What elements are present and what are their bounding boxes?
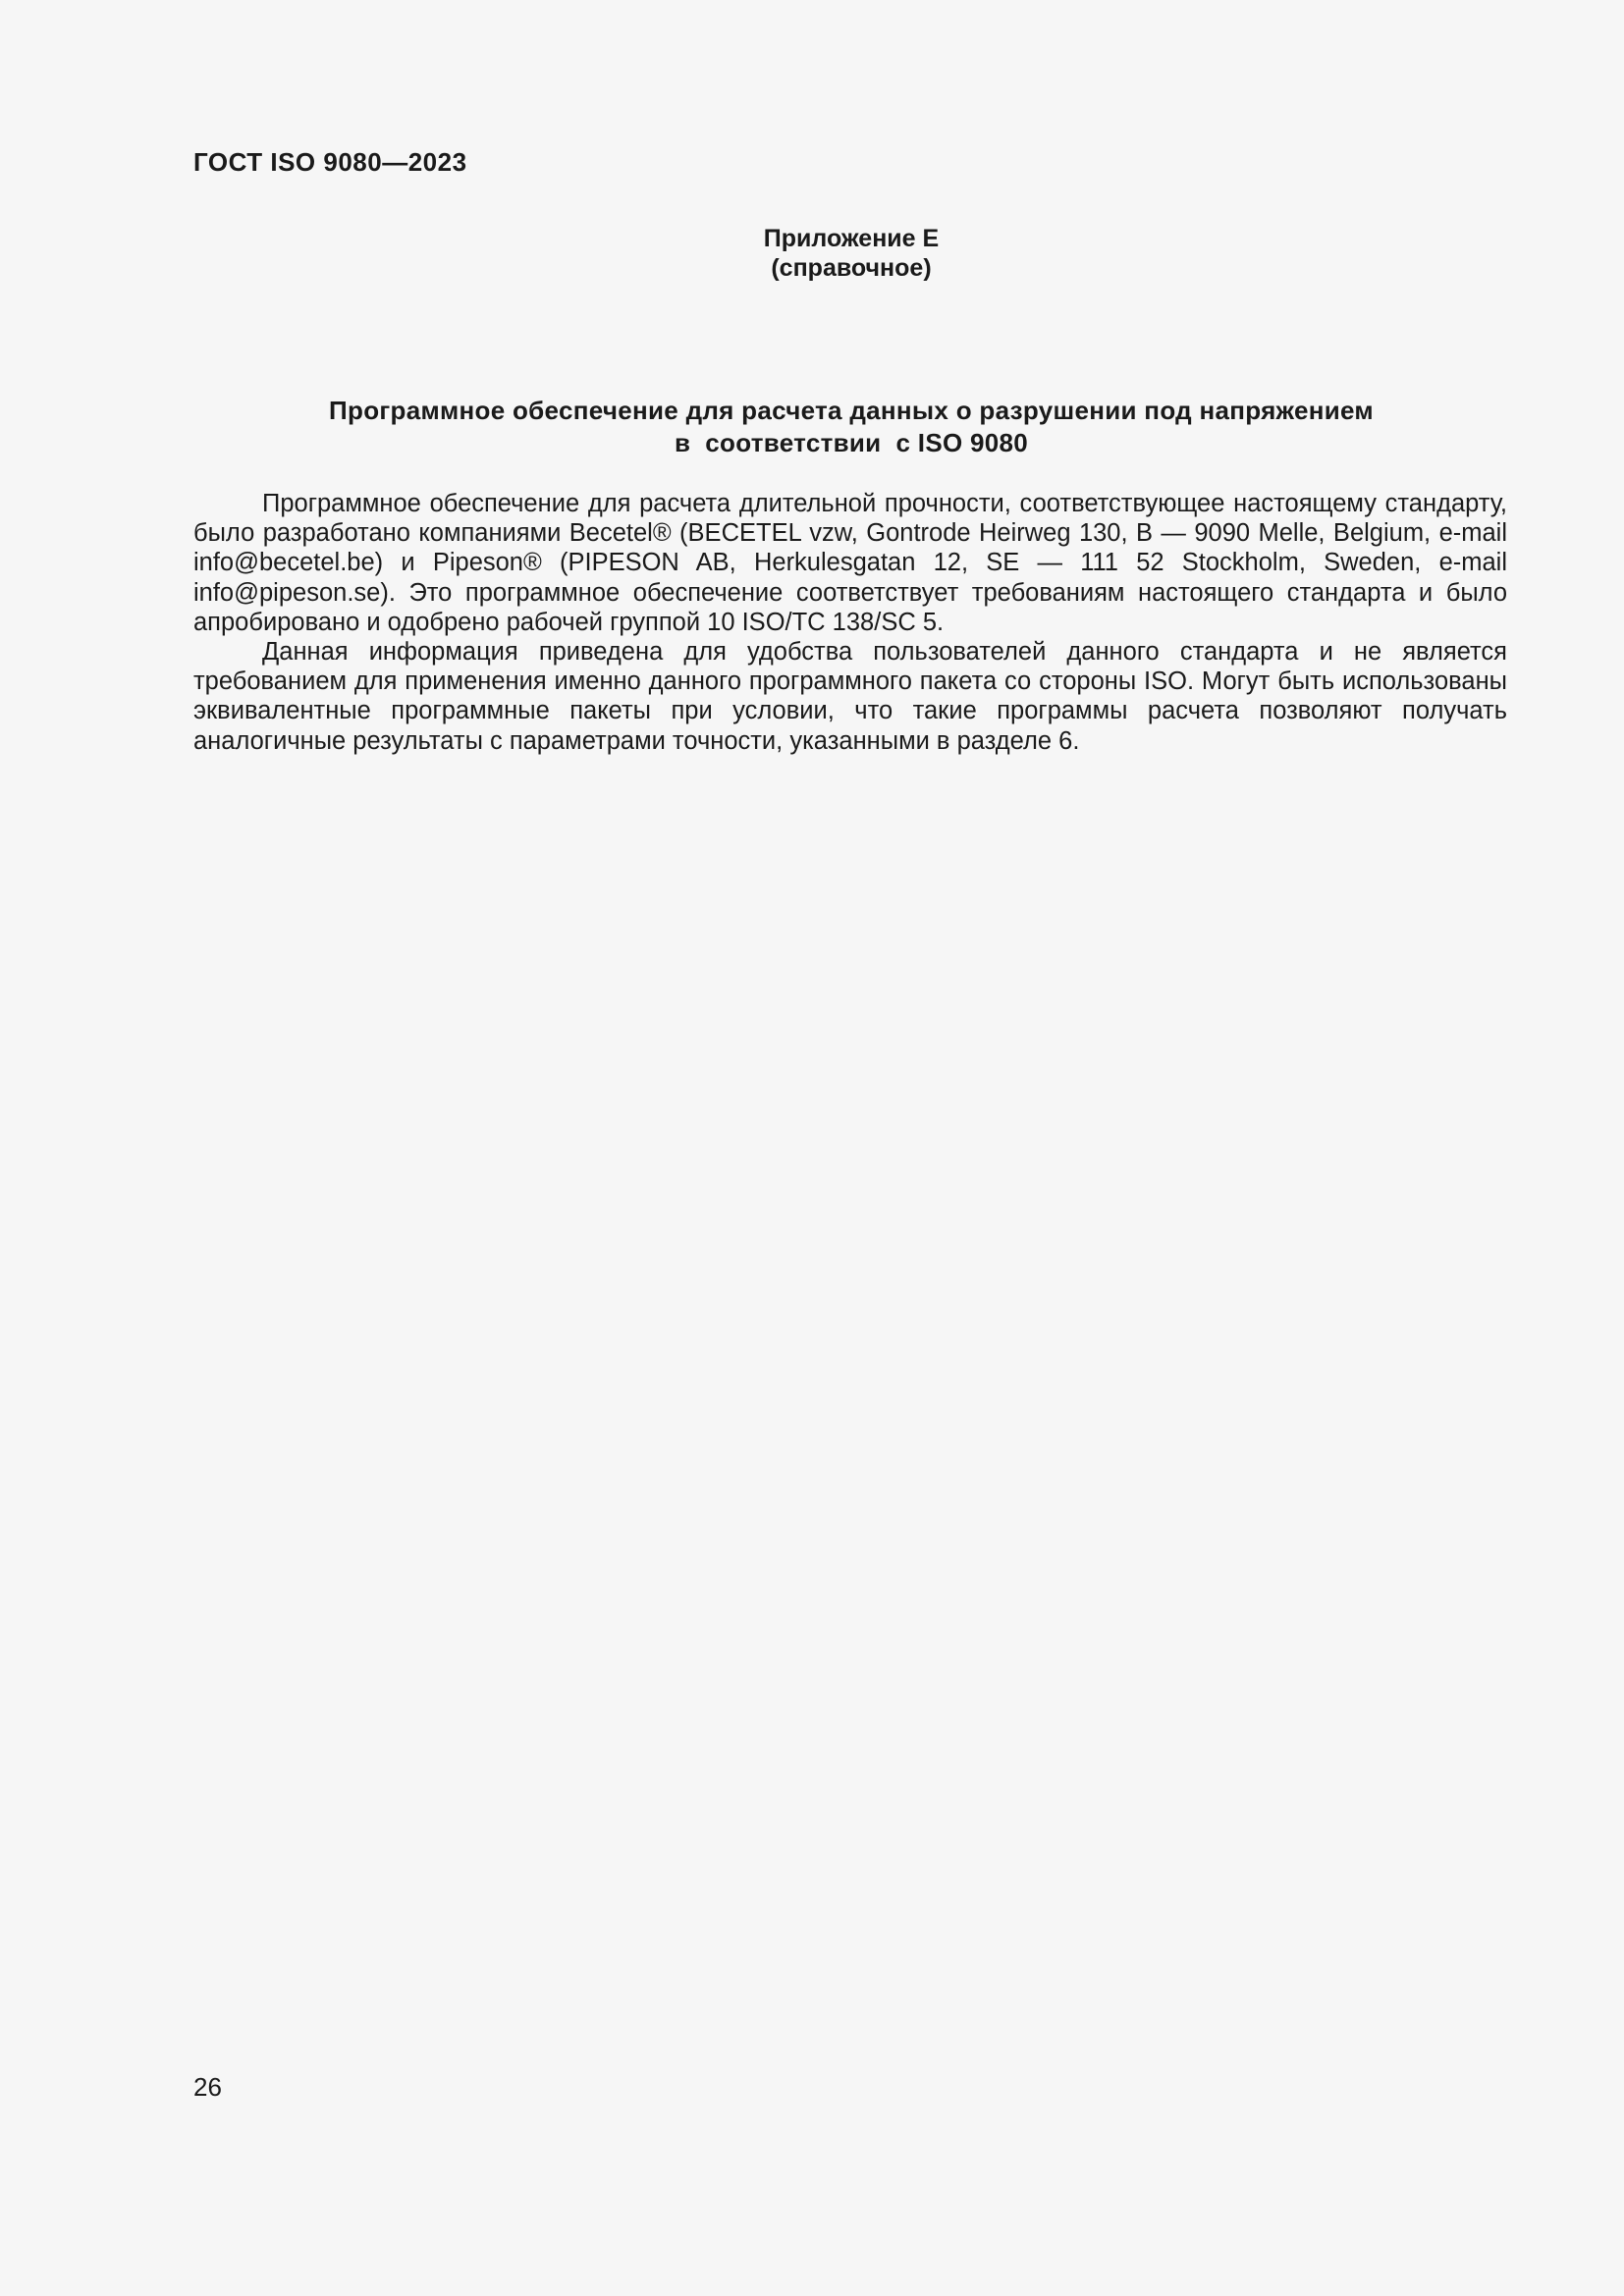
paragraph-information-note: Данная информация приведена для удобства пользователей данного стандарта и не является требованием для применения именно данного программного пакета со стороны ISO. Могут быть использованы эквивалентные программные пакеты при условии, что такие программы расчета позволяют получать аналогичные результаты с параметрами точности, указанными в разделе 6. [193,638,1507,755]
body-text [193,489,1507,756]
appendix-type: (справочное) [771,254,932,282]
document-standard-code: ГОСТ ISO 9080—2023 [193,147,467,177]
appendix-heading [193,224,1509,283]
appendix-title: Приложение Е [763,225,940,252]
page-number: 26 [193,2072,222,2102]
paragraph-software-description: Программное обеспечение для расчета длительной прочности, соответствующее настоящему стандарту, было разработано компаниями Becetel® (BECETEL vzw, Gontrode Heirweg 130, B — 9090 Melle, Belgium, e-mail info@becetel.be) и Pipeson® (PIPESON AB, Herkulesgatan 12, SE — 111 52 Stockholm, Sweden, e-mail info@pipeson.se). Это программное обеспечение соответствует требованиям настоящего стандарта и было апробировано и одобрено рабочей группой 10 ISO/TC 138/SC 5. [193,490,1507,636]
section-title-line2: в соответствии с ISO 9080 [674,428,1029,457]
section-title-line1: Программное обеспечение для расчета данных о разрушении под напряжением [329,396,1374,425]
section-title [193,395,1509,459]
